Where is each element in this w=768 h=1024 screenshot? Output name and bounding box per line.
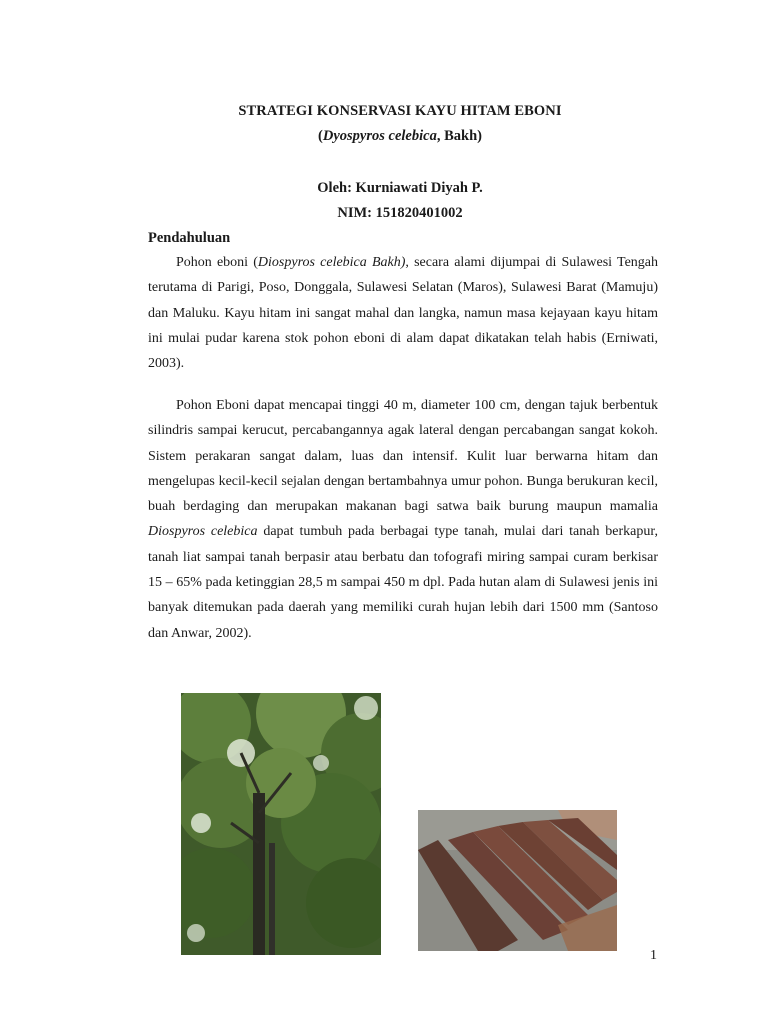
paragraph-2-species: Diospyros celebica [148,524,258,540]
paragraph-1-species: Diospyros celebica Bakh) [257,255,406,270]
wood-photo-illustration [418,810,617,951]
paragraph-2-start: Pohon Eboni dapat mencapai tinggi 40 m, diameter 100 cm, dengan tajuk berbentuk silindris sampai kerucut, percabangannya agak lateral dengan percabangan sangat kokoh. Sistem perakaran sangat dalam, luas dan intensif. Kulit luar berwarna hitam dan mengelupas kecil-kecil sejalan dengan bertambahnya umur pohon. Bunga berukuran kecil, buah berdaging dan merupakan makanan bagi satwa baik burung maupun mamalia [148,398,658,515]
author-line: Oleh: Kurniawati Diyah P. [317,180,483,196]
page-number: 1 [650,948,657,963]
subtitle-rest: , Bakh) [436,128,482,144]
tree-photo-illustration [181,693,381,955]
subtitle-species: Dyospyros celebica [322,128,437,144]
paragraph-2 [148,393,658,646]
nim-line: NIM: 151820401002 [337,205,463,221]
ebony-tree-photo [181,693,381,955]
document-title: STRATEGI KONSERVASI KAYU HITAM EBONI [238,103,562,119]
section-heading: Pendahuluan [148,230,231,246]
ebony-planks-photo [418,810,617,951]
paragraph-1-start: Pohon eboni ( [176,255,258,270]
subtitle-open-paren: ( [318,128,323,144]
paragraph-2-rest: dapat tumbuh pada berbagai type tanah, mulai dari tanah berkapur, tanah liat sampai tanah berpasir atau berbatu dan tofografi miring sampai curam berkisar 15 – 65% pada ketinggian 28,5 m sampai 450 m dpl. Pada hutan alam di Sulawesi jenis ini banyak ditemukan pada daerah yang memiliki curah hujan lebih dari 1500 mm (Santoso dan Anwar, 2002). [148,524,658,641]
paragraph-1-rest: , secara alami dijumpai di Sulawesi Tengah terutama di Parigi, Poso, Donggala, Sulawesi Selatan (Maros), Sulawesi Barat (Mamuju) dan Maluku. Kayu hitam ini sangat mahal dan langka, namun masa kejayaan kayu hitam ini mulai pudar karena stok pohon eboni di alam dapat dikatakan telah habis (Erniwati, 2003). [148,255,658,372]
paragraph-1 [148,250,658,376]
document-subtitle [0,128,768,145]
